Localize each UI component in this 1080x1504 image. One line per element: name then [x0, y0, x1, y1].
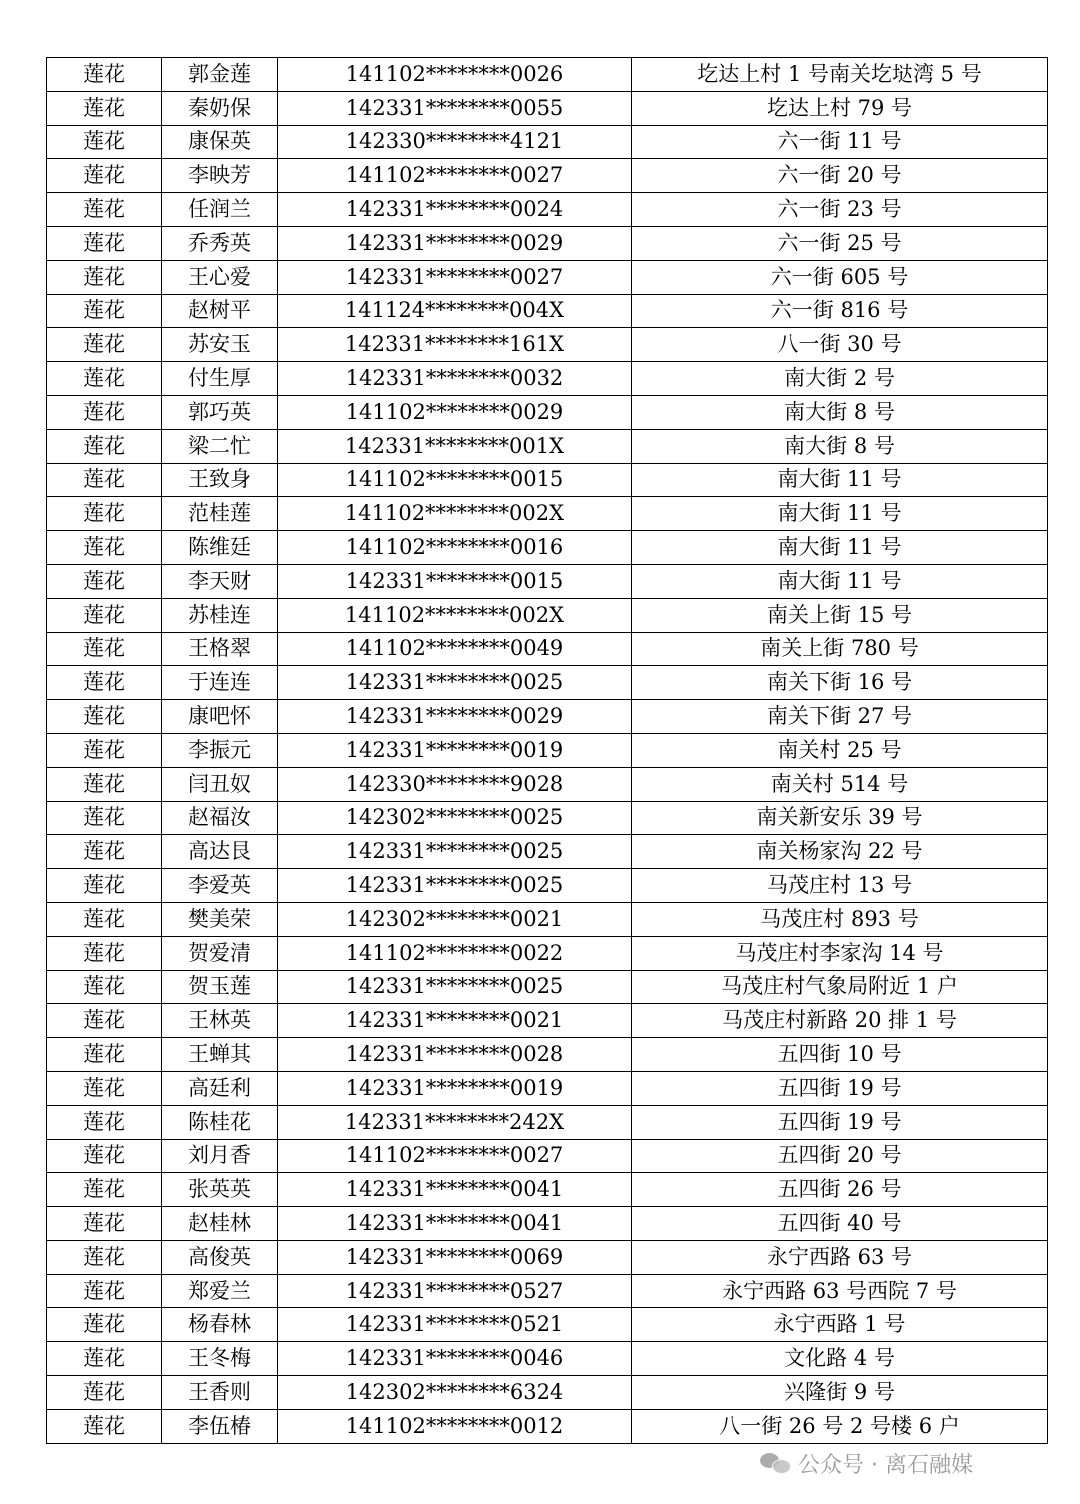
town-cell: 莲花 — [47, 395, 162, 429]
table-row — [47, 902, 1048, 936]
id-number-cell: 141102********0027 — [278, 1139, 632, 1173]
town-cell: 莲花 — [47, 801, 162, 835]
address-cell: 南大街 11 号 — [632, 463, 1048, 497]
address-cell: 圪达上村 79 号 — [632, 91, 1048, 125]
table-row — [47, 666, 1048, 700]
name-cell: 张英英 — [162, 1173, 278, 1207]
name-cell: 陈桂花 — [162, 1105, 278, 1139]
name-cell: 高廷利 — [162, 1071, 278, 1105]
id-number-cell: 142331********0015 — [278, 564, 632, 598]
id-number-cell: 142331********0046 — [278, 1342, 632, 1376]
town-cell: 莲花 — [47, 666, 162, 700]
address-cell: 永宁西路 1 号 — [632, 1308, 1048, 1342]
town-cell: 莲花 — [47, 328, 162, 362]
town-cell: 莲花 — [47, 733, 162, 767]
id-number-cell: 141102********0029 — [278, 395, 632, 429]
town-cell: 莲花 — [47, 226, 162, 260]
address-cell: 六一街 605 号 — [632, 260, 1048, 294]
id-number-cell: 141102********0015 — [278, 463, 632, 497]
name-cell: 李映芳 — [162, 159, 278, 193]
table-row — [47, 733, 1048, 767]
town-cell: 莲花 — [47, 193, 162, 227]
name-cell: 王格翠 — [162, 632, 278, 666]
address-cell: 文化路 4 号 — [632, 1342, 1048, 1376]
name-cell: 王致身 — [162, 463, 278, 497]
address-cell: 六一街 23 号 — [632, 193, 1048, 227]
town-cell: 莲花 — [47, 1240, 162, 1274]
town-cell: 莲花 — [47, 125, 162, 159]
name-cell: 郭金莲 — [162, 58, 278, 92]
name-cell: 高俊英 — [162, 1240, 278, 1274]
residents-table — [46, 57, 1048, 1444]
town-cell: 莲花 — [47, 1376, 162, 1410]
name-cell: 于连连 — [162, 666, 278, 700]
id-number-cell: 142331********0024 — [278, 193, 632, 227]
id-number-cell: 142331********0025 — [278, 835, 632, 869]
watermark-text: 公众号 · 离石融媒 — [798, 1452, 973, 1478]
town-cell: 莲花 — [47, 1004, 162, 1038]
address-cell: 五四街 19 号 — [632, 1105, 1048, 1139]
table-row — [47, 632, 1048, 666]
id-number-cell: 142331********0025 — [278, 869, 632, 903]
table-row — [47, 1308, 1048, 1342]
address-cell: 八一街 30 号 — [632, 328, 1048, 362]
name-cell: 高达艮 — [162, 835, 278, 869]
id-number-cell: 142331********0025 — [278, 970, 632, 1004]
id-number-cell: 141102********0026 — [278, 58, 632, 92]
name-cell: 赵福汝 — [162, 801, 278, 835]
address-cell: 兴隆街 9 号 — [632, 1376, 1048, 1410]
id-number-cell: 142331********0028 — [278, 1038, 632, 1072]
name-cell: 苏桂连 — [162, 598, 278, 632]
id-number-cell: 142330********4121 — [278, 125, 632, 159]
id-number-cell: 142331********0029 — [278, 700, 632, 734]
table-row — [47, 294, 1048, 328]
table-row — [47, 598, 1048, 632]
name-cell: 赵树平 — [162, 294, 278, 328]
name-cell: 刘月香 — [162, 1139, 278, 1173]
table-row — [47, 395, 1048, 429]
address-cell: 五四街 40 号 — [632, 1207, 1048, 1241]
table-row — [47, 1105, 1048, 1139]
table-row — [47, 801, 1048, 835]
table-row — [47, 1376, 1048, 1410]
town-cell: 莲花 — [47, 632, 162, 666]
address-cell: 南大街 11 号 — [632, 497, 1048, 531]
table-row — [47, 1207, 1048, 1241]
town-cell: 莲花 — [47, 1274, 162, 1308]
town-cell: 莲花 — [47, 564, 162, 598]
table-row — [47, 260, 1048, 294]
id-number-cell: 142302********0021 — [278, 902, 632, 936]
address-cell: 南关新安乐 39 号 — [632, 801, 1048, 835]
address-cell: 六一街 11 号 — [632, 125, 1048, 159]
table-row — [47, 193, 1048, 227]
name-cell: 王心爱 — [162, 260, 278, 294]
id-number-cell: 141124********004X — [278, 294, 632, 328]
address-cell: 南大街 8 号 — [632, 429, 1048, 463]
name-cell: 李爱英 — [162, 869, 278, 903]
name-cell: 贺爱清 — [162, 936, 278, 970]
table-row — [47, 869, 1048, 903]
id-number-cell: 142331********0025 — [278, 666, 632, 700]
table-row — [47, 91, 1048, 125]
address-cell: 马茂庄村气象局附近 1 户 — [632, 970, 1048, 1004]
name-cell: 康吧怀 — [162, 700, 278, 734]
table-row — [47, 497, 1048, 531]
table-row — [47, 1071, 1048, 1105]
table-row — [47, 936, 1048, 970]
town-cell: 莲花 — [47, 91, 162, 125]
address-cell: 五四街 20 号 — [632, 1139, 1048, 1173]
name-cell: 秦奶保 — [162, 91, 278, 125]
address-cell: 六一街 816 号 — [632, 294, 1048, 328]
town-cell: 莲花 — [47, 1173, 162, 1207]
town-cell: 莲花 — [47, 1139, 162, 1173]
address-cell: 五四街 10 号 — [632, 1038, 1048, 1072]
name-cell: 康保英 — [162, 125, 278, 159]
town-cell: 莲花 — [47, 1038, 162, 1072]
table-row — [47, 1240, 1048, 1274]
table-row — [47, 1173, 1048, 1207]
town-cell: 莲花 — [47, 869, 162, 903]
name-cell: 樊美荣 — [162, 902, 278, 936]
id-number-cell: 142331********0027 — [278, 260, 632, 294]
address-cell: 六一街 25 号 — [632, 226, 1048, 260]
address-cell: 永宁西路 63 号西院 7 号 — [632, 1274, 1048, 1308]
address-cell: 六一街 20 号 — [632, 159, 1048, 193]
town-cell: 莲花 — [47, 463, 162, 497]
address-cell: 南大街 11 号 — [632, 564, 1048, 598]
address-cell: 马茂庄村新路 20 排 1 号 — [632, 1004, 1048, 1038]
id-number-cell: 142331********0041 — [278, 1173, 632, 1207]
name-cell: 杨春林 — [162, 1308, 278, 1342]
address-cell: 永宁西路 63 号 — [632, 1240, 1048, 1274]
id-number-cell: 141102********0016 — [278, 531, 632, 565]
table-row — [47, 1342, 1048, 1376]
id-number-cell: 142331********0527 — [278, 1274, 632, 1308]
town-cell: 莲花 — [47, 362, 162, 396]
address-cell: 南关上街 15 号 — [632, 598, 1048, 632]
table-row — [47, 328, 1048, 362]
town-cell: 莲花 — [47, 1105, 162, 1139]
table-row — [47, 463, 1048, 497]
address-cell: 马茂庄村李家沟 14 号 — [632, 936, 1048, 970]
town-cell: 莲花 — [47, 429, 162, 463]
name-cell: 王冬梅 — [162, 1342, 278, 1376]
address-cell: 南关上街 780 号 — [632, 632, 1048, 666]
table-row — [47, 429, 1048, 463]
table-row — [47, 1409, 1048, 1443]
table-row — [47, 700, 1048, 734]
name-cell: 李振元 — [162, 733, 278, 767]
id-number-cell: 141102********0049 — [278, 632, 632, 666]
table-row — [47, 835, 1048, 869]
table-row — [47, 362, 1048, 396]
id-number-cell: 141102********0012 — [278, 1409, 632, 1443]
address-cell: 马茂庄村 893 号 — [632, 902, 1048, 936]
id-number-cell: 142330********9028 — [278, 767, 632, 801]
town-cell: 莲花 — [47, 260, 162, 294]
town-cell: 莲花 — [47, 1342, 162, 1376]
table-row — [47, 1139, 1048, 1173]
town-cell: 莲花 — [47, 936, 162, 970]
address-cell: 马茂庄村 13 号 — [632, 869, 1048, 903]
id-number-cell: 142331********0032 — [278, 362, 632, 396]
address-cell: 八一街 26 号 2 号楼 6 户 — [632, 1409, 1048, 1443]
table-row — [47, 564, 1048, 598]
id-number-cell: 142331********0021 — [278, 1004, 632, 1038]
id-number-cell: 142331********0069 — [278, 1240, 632, 1274]
address-cell: 南关杨家沟 22 号 — [632, 835, 1048, 869]
id-number-cell: 142302********6324 — [278, 1376, 632, 1410]
id-number-cell: 142331********0521 — [278, 1308, 632, 1342]
address-cell: 南关下街 16 号 — [632, 666, 1048, 700]
town-cell: 莲花 — [47, 767, 162, 801]
table-row — [47, 531, 1048, 565]
table-row — [47, 970, 1048, 1004]
town-cell: 莲花 — [47, 835, 162, 869]
table-row — [47, 226, 1048, 260]
name-cell: 李天财 — [162, 564, 278, 598]
id-number-cell: 142331********242X — [278, 1105, 632, 1139]
town-cell: 莲花 — [47, 598, 162, 632]
town-cell: 莲花 — [47, 1071, 162, 1105]
name-cell: 梁二忙 — [162, 429, 278, 463]
table-row — [47, 125, 1048, 159]
address-cell: 南关村 514 号 — [632, 767, 1048, 801]
name-cell: 王香则 — [162, 1376, 278, 1410]
table-row — [47, 1038, 1048, 1072]
id-number-cell: 141102********0027 — [278, 159, 632, 193]
table-row — [47, 1004, 1048, 1038]
town-cell: 莲花 — [47, 294, 162, 328]
name-cell: 陈维廷 — [162, 531, 278, 565]
name-cell: 付生厚 — [162, 362, 278, 396]
address-cell: 南大街 2 号 — [632, 362, 1048, 396]
address-cell: 南关村 25 号 — [632, 733, 1048, 767]
town-cell: 莲花 — [47, 700, 162, 734]
town-cell: 莲花 — [47, 1207, 162, 1241]
name-cell: 郭巧英 — [162, 395, 278, 429]
name-cell: 李伍椿 — [162, 1409, 278, 1443]
id-number-cell: 141102********002X — [278, 497, 632, 531]
table-row — [47, 767, 1048, 801]
name-cell: 乔秀英 — [162, 226, 278, 260]
town-cell: 莲花 — [47, 531, 162, 565]
address-cell: 南大街 8 号 — [632, 395, 1048, 429]
town-cell: 莲花 — [47, 970, 162, 1004]
wechat-icon — [760, 1451, 790, 1475]
town-cell: 莲花 — [47, 1308, 162, 1342]
id-number-cell: 141102********002X — [278, 598, 632, 632]
address-cell: 南关下街 27 号 — [632, 700, 1048, 734]
watermark — [760, 1446, 973, 1480]
id-number-cell: 142331********0041 — [278, 1207, 632, 1241]
name-cell: 范桂莲 — [162, 497, 278, 531]
id-number-cell: 142302********0025 — [278, 801, 632, 835]
town-cell: 莲花 — [47, 58, 162, 92]
id-number-cell: 142331********0055 — [278, 91, 632, 125]
name-cell: 王蝉其 — [162, 1038, 278, 1072]
name-cell: 任润兰 — [162, 193, 278, 227]
id-number-cell: 142331********161X — [278, 328, 632, 362]
address-cell: 南大街 11 号 — [632, 531, 1048, 565]
town-cell: 莲花 — [47, 497, 162, 531]
table-row — [47, 58, 1048, 92]
address-cell: 圪达上村 1 号南关圪垯湾 5 号 — [632, 58, 1048, 92]
name-cell: 赵桂林 — [162, 1207, 278, 1241]
address-cell: 五四街 26 号 — [632, 1173, 1048, 1207]
name-cell: 苏安玉 — [162, 328, 278, 362]
id-number-cell: 142331********0029 — [278, 226, 632, 260]
name-cell: 闫丑奴 — [162, 767, 278, 801]
town-cell: 莲花 — [47, 1409, 162, 1443]
town-cell: 莲花 — [47, 159, 162, 193]
table-row — [47, 159, 1048, 193]
id-number-cell: 141102********0022 — [278, 936, 632, 970]
id-number-cell: 142331********0019 — [278, 1071, 632, 1105]
address-cell: 五四街 19 号 — [632, 1071, 1048, 1105]
name-cell: 贺玉莲 — [162, 970, 278, 1004]
name-cell: 王林英 — [162, 1004, 278, 1038]
table-body — [47, 58, 1048, 1444]
table-row — [47, 1274, 1048, 1308]
id-number-cell: 142331********0019 — [278, 733, 632, 767]
id-number-cell: 142331********001X — [278, 429, 632, 463]
town-cell: 莲花 — [47, 902, 162, 936]
name-cell: 郑爱兰 — [162, 1274, 278, 1308]
